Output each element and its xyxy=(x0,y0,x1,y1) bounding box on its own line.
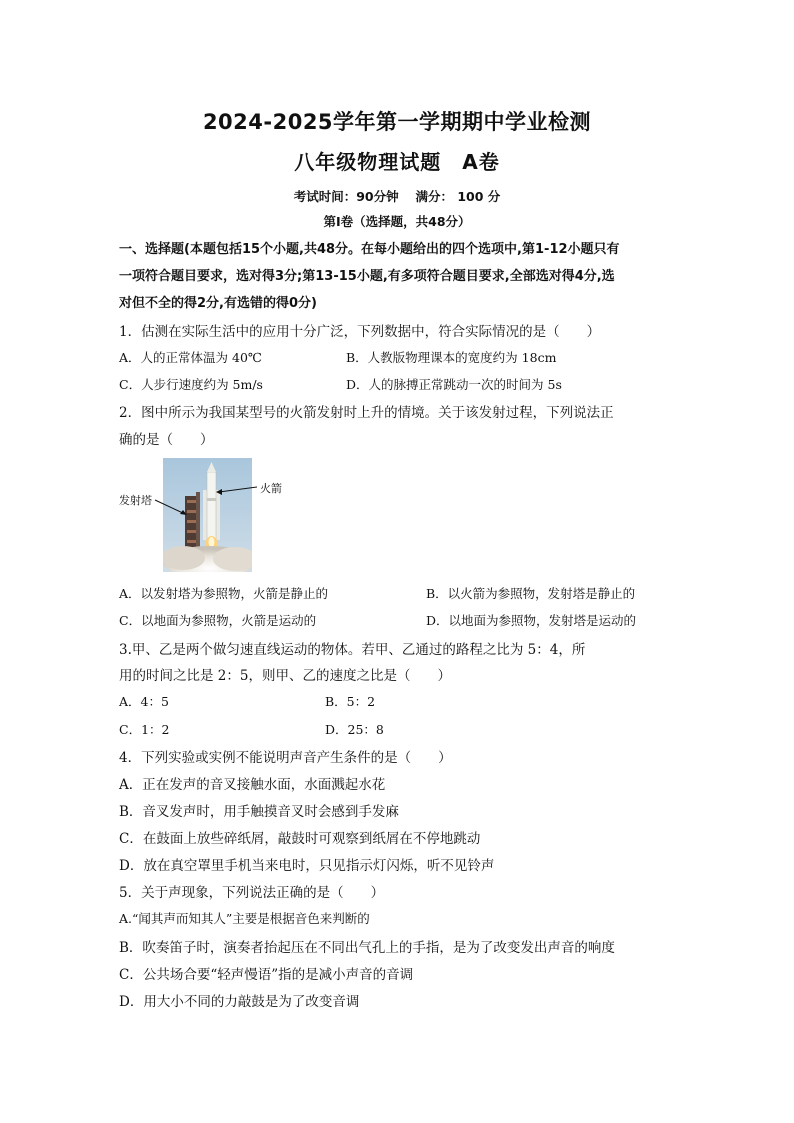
exam-subtitle: 八年级物理试题 A卷 xyxy=(294,150,500,174)
q4-option-a: A．正在发声的音叉接触水面，水面溅起水花 xyxy=(119,777,386,793)
q2-stem-line-2: 确的是（ ） xyxy=(119,432,214,448)
q4-option-c: C．在鼓面上放些碎纸屑，敲鼓时可观察到纸屑在不停地跳动 xyxy=(119,831,481,847)
figure-pointer-arrows xyxy=(119,456,294,574)
instructions-line-2: 一项符合题目要求，选对得3分;第13-15小题,有多项符合题目要求,全部选对得4分,选 xyxy=(119,269,615,284)
q4-option-d: D．放在真空罩里手机当来电时，只见指示灯闪烁，听不见铃声 xyxy=(119,858,495,874)
q2-option-b: B．以火箭为参照物，发射塔是静止的 xyxy=(426,586,636,601)
instructions-line-3: 对但不全的得2分,有选错的得0分) xyxy=(119,296,317,311)
q3-stem-line-2: 用的时间之比是 2：5，则甲、乙的速度之比是（ ） xyxy=(119,668,451,684)
q3-option-a: A．4：5 xyxy=(119,694,169,709)
label-launch-tower: 发射塔 xyxy=(119,494,152,507)
q5-stem: 5．关于声现象，下列说法正确的是（ ） xyxy=(119,885,385,901)
label-rocket: 火箭 xyxy=(260,482,282,495)
q1-option-c: C．人步行速度约为 5m/s xyxy=(119,377,263,392)
rocket-launch-figure xyxy=(119,456,294,574)
q5-option-d: D．用大小不同的力敲鼓是为了改变音调 xyxy=(119,994,360,1010)
q2-stem-line-1: 2．图中所示为我国某型号的火箭发射时上升的情境。关于该发射过程，下列说法正 xyxy=(119,405,614,421)
section-heading: 第Ⅰ卷（选择题，共48分） xyxy=(323,214,471,229)
q5-option-c: C．公共场合要“轻声慢语”指的是减小声音的音调 xyxy=(119,967,414,983)
exam-info: 考试时间：90分钟 满分： 100 分 xyxy=(293,189,501,204)
q2-option-a: A．以发射塔为参照物，火箭是静止的 xyxy=(119,586,329,601)
q5-option-a: A.“闻其声而知其人”主要是根据音色来判断的 xyxy=(119,911,370,926)
q3-option-b: B．5：2 xyxy=(325,694,376,709)
instructions-line-1: 一、选择题(本题包括15个小题,共48分。在每小题给出的四个选项中,第1-12小题只有 xyxy=(119,242,620,257)
q3-option-d: D．25：8 xyxy=(325,722,384,737)
exam-title: 2024-2025学年第一学期期中学业检测 xyxy=(202,110,592,134)
q1-stem: 1．估测在实际生活中的应用十分广泛，下列数据中，符合实际情况的是（ ） xyxy=(119,324,601,340)
q5-option-b: B．吹奏笛子时，演奏者抬起压在不同出气孔上的手指，是为了改变发出声音的响度 xyxy=(119,940,615,956)
q1-option-b: B．人教版物理课本的宽度约为 18cm xyxy=(346,350,557,365)
q1-option-d: D．人的脉搏正常跳动一次的时间为 5s xyxy=(346,377,562,392)
q3-option-c: C．1：2 xyxy=(119,722,170,737)
q1-option-a: A．人的正常体温为 40℃ xyxy=(119,350,262,365)
q3-stem-line-1: 3.甲、乙是两个做匀速直线运动的物体。若甲、乙通过的路程之比为 5：4，所 xyxy=(119,642,586,658)
q4-stem: 4．下列实验或实例不能说明声音产生条件的是（ ） xyxy=(119,750,452,766)
q2-option-c: C．以地面为参照物，火箭是运动的 xyxy=(119,613,317,628)
q4-option-b: B．音叉发声时，用手触摸音叉时会感到手发麻 xyxy=(119,804,399,820)
q2-option-d: D．以地面为参照物，发射塔是运动的 xyxy=(426,613,637,628)
